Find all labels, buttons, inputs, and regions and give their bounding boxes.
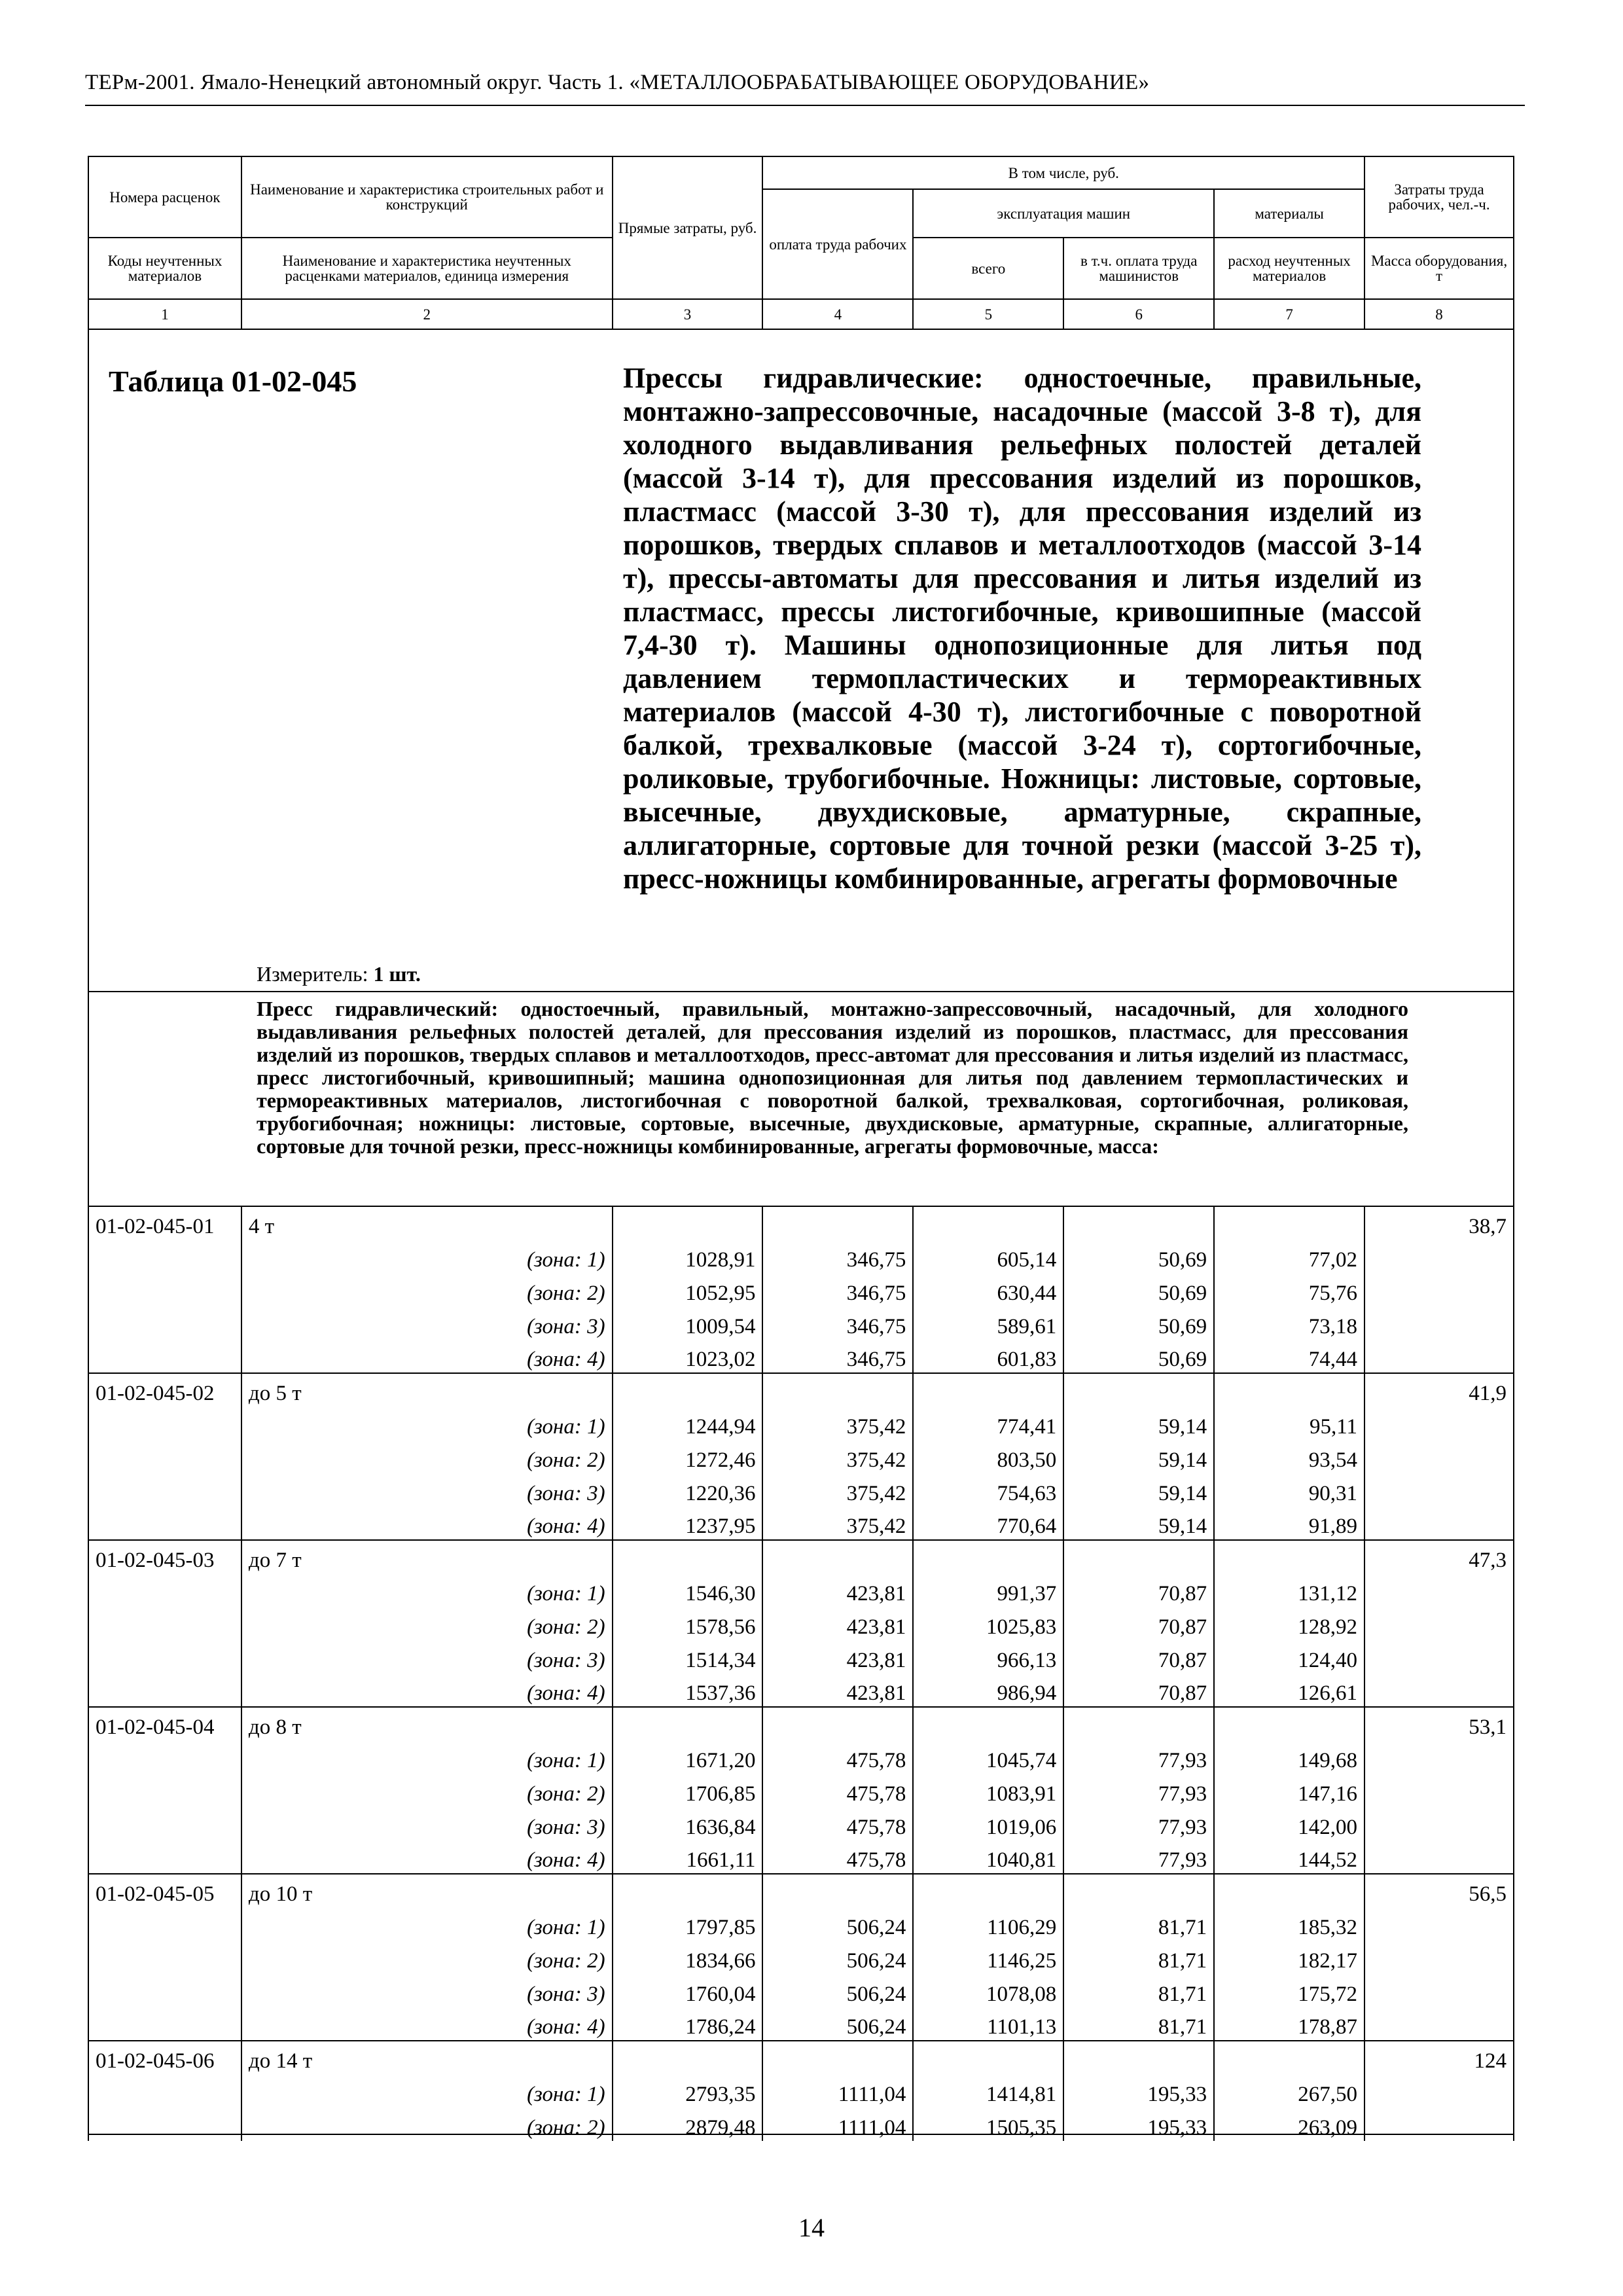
empty-cell: [88, 1674, 241, 1707]
column-number: 4: [762, 299, 913, 329]
machines-total: 1019,06: [913, 1807, 1063, 1840]
running-header: ТЕРм-2001. Ямало-Ненецкий автономный округ. Часть 1. «МЕТАЛЛООБРАБАТЫВАЮЩЕЕ ОБОРУДОВАНИЕ»: [85, 71, 1150, 94]
header-direct-costs: Прямые затраты, руб.: [613, 156, 763, 299]
machines-total: 1106,29: [913, 1907, 1063, 1941]
section-description: Прессы гидравлические: одностоечные, правильные, монтажно-запрессовочные, насадочные (массой 3-8 т), для холодного выдавливания рельефных полостей деталей (массой 3-14 т), для прессования изделий из порошков, пластмасс (массой 3-30 т), для прессования изделий из порошков, твердых сплавов и металлоотходов (массой 3-14 т), прессы-автоматы для прессования и литья изделий из пластмасс, прессы листогибочные, кривошипные (массой 7,4-30 т). Машины однопозиционные для литья под давлением термопластических и термореактивных материалов (массой 4-30 т), листогибочные с поворотной балкой, трехвалковые (массой 3-24 т), сортогибочные, роликовые, трубогибочные. Ножницы: листовые, сортовые, высечные, двухдисковые, арматурные, скрапные, аллигаторные, сортовые для точной резки (массой 3-25 т), пресс-ножницы комбинированные, агрегаты формовочные: [623, 362, 1421, 895]
machines-operators-pay: 195,33: [1063, 2108, 1214, 2141]
empty-cell: [88, 1273, 241, 1306]
empty-cell: [613, 1373, 763, 1407]
rates-table: [88, 1206, 1514, 2141]
empty-cell: [88, 1941, 241, 1974]
measure-value: 1 шт.: [373, 962, 421, 986]
machines-operators-pay: 59,14: [1063, 1473, 1214, 1507]
machines-operators-pay: 77,93: [1063, 1807, 1214, 1840]
machines-total: 601,83: [913, 1340, 1063, 1373]
rate-code: 01-02-045-05: [88, 1874, 241, 1907]
materials-cost: 93,54: [1214, 1440, 1364, 1473]
zone-label: (зона: 3): [241, 1473, 613, 1507]
zone-row: [88, 1273, 1514, 1306]
machines-total: 1040,81: [913, 1840, 1063, 1874]
header-material-codes: Коды неучтенных материалов: [88, 238, 241, 299]
item-name: до 7 т: [241, 1540, 613, 1573]
empty-cell: [1063, 1707, 1214, 1740]
intro-rule: [88, 991, 1514, 992]
direct-costs: 2793,35: [613, 2074, 763, 2108]
labor-pay: 346,75: [762, 1306, 913, 1340]
empty-cell: [762, 1707, 913, 1740]
column-number: 5: [913, 299, 1063, 329]
labor-pay: 475,78: [762, 1840, 913, 1874]
machines-operators-pay: 77,93: [1063, 1740, 1214, 1774]
column-number: 3: [613, 299, 763, 329]
empty-cell: [913, 1540, 1063, 1573]
direct-costs: 1578,56: [613, 1607, 763, 1640]
zone-row: [88, 1340, 1514, 1373]
empty-cell: [913, 1206, 1063, 1240]
column-number: 8: [1364, 299, 1514, 329]
empty-cell: [1214, 1707, 1364, 1740]
zone-row: [88, 1974, 1514, 2007]
zone-row: [88, 1740, 1514, 1774]
empty-cell: [913, 1707, 1063, 1740]
zone-label: (зона: 1): [241, 1407, 613, 1440]
labor-pay: 506,24: [762, 1907, 913, 1941]
machines-operators-pay: 81,71: [1063, 2007, 1214, 2041]
labor-pay: 475,78: [762, 1807, 913, 1840]
machines-operators-pay: 81,71: [1063, 1974, 1214, 2007]
zone-row: [88, 1774, 1514, 1807]
machines-total: 630,44: [913, 1273, 1063, 1306]
column-number: 7: [1214, 299, 1364, 329]
empty-cell: [1364, 1407, 1514, 1440]
header-materials: материалы: [1214, 189, 1364, 238]
labor-costs: 53,1: [1364, 1707, 1514, 1740]
empty-cell: [762, 1540, 913, 1573]
zone-label: (зона: 2): [241, 1774, 613, 1807]
zone-label: (зона: 1): [241, 2074, 613, 2108]
direct-costs: 1786,24: [613, 2007, 763, 2041]
direct-costs: 1537,36: [613, 1674, 763, 1707]
materials-cost: 131,12: [1214, 1573, 1364, 1607]
direct-costs: 1244,94: [613, 1407, 763, 1440]
direct-costs: 1237,95: [613, 1507, 763, 1540]
empty-cell: [88, 1473, 241, 1507]
rates-table-body: [88, 1206, 1514, 2141]
empty-cell: [88, 1774, 241, 1807]
materials-cost: 128,92: [1214, 1607, 1364, 1640]
measure-unit: [257, 962, 421, 986]
direct-costs: 1052,95: [613, 1273, 763, 1306]
machines-total: 1083,91: [913, 1774, 1063, 1807]
labor-pay: 506,24: [762, 1974, 913, 2007]
empty-cell: [613, 2041, 763, 2074]
zone-label: (зона: 2): [241, 1941, 613, 1974]
zone-row: [88, 1306, 1514, 1340]
empty-cell: [1364, 1273, 1514, 1306]
empty-cell: [1063, 1874, 1214, 1907]
zone-label: (зона: 4): [241, 1340, 613, 1373]
zone-row: [88, 1573, 1514, 1607]
zone-row: [88, 1840, 1514, 1874]
empty-cell: [88, 1573, 241, 1607]
rate-code: 01-02-045-04: [88, 1707, 241, 1740]
rate-code: 01-02-045-01: [88, 1206, 241, 1240]
zone-row: [88, 1440, 1514, 1473]
materials-cost: 90,31: [1214, 1473, 1364, 1507]
labor-pay: 346,75: [762, 1340, 913, 1373]
machines-operators-pay: 50,69: [1063, 1306, 1214, 1340]
empty-cell: [613, 1874, 763, 1907]
empty-cell: [88, 1740, 241, 1774]
machines-operators-pay: 81,71: [1063, 1941, 1214, 1974]
rate-code: 01-02-045-02: [88, 1373, 241, 1407]
header-equipment-mass: Масса оборудования, т: [1364, 238, 1514, 299]
header-rule: [85, 105, 1525, 106]
zone-row: [88, 2074, 1514, 2108]
direct-costs: 1671,20: [613, 1740, 763, 1774]
machines-operators-pay: 59,14: [1063, 1440, 1214, 1473]
header-labor-pay: оплата труда рабочих: [762, 189, 913, 299]
machines-total: 1078,08: [913, 1974, 1063, 2007]
machines-total: 605,14: [913, 1240, 1063, 1273]
empty-cell: [1063, 1540, 1214, 1573]
labor-costs: 38,7: [1364, 1206, 1514, 1240]
labor-pay: 1111,04: [762, 2074, 913, 2108]
machines-total: 774,41: [913, 1407, 1063, 1440]
machines-operators-pay: 59,14: [1063, 1407, 1214, 1440]
machines-total: 986,94: [913, 1674, 1063, 1707]
machines-total: 589,61: [913, 1306, 1063, 1340]
machines-operators-pay: 77,93: [1063, 1840, 1214, 1874]
machines-operators-pay: 81,71: [1063, 1907, 1214, 1941]
zone-row: [88, 1907, 1514, 1941]
zone-label: (зона: 4): [241, 2007, 613, 2041]
empty-cell: [1364, 1974, 1514, 2007]
empty-cell: [1364, 2074, 1514, 2108]
labor-pay: 346,75: [762, 1273, 913, 1306]
machines-total: 966,13: [913, 1640, 1063, 1674]
labor-costs: 41,9: [1364, 1373, 1514, 1407]
empty-cell: [1364, 2108, 1514, 2141]
materials-cost: 142,00: [1214, 1807, 1364, 1840]
machines-total: 803,50: [913, 1440, 1063, 1473]
materials-cost: 77,02: [1214, 1240, 1364, 1273]
direct-costs: 1797,85: [613, 1907, 763, 1941]
empty-cell: [1364, 1640, 1514, 1674]
item-name: до 14 т: [241, 2041, 613, 2074]
zone-label: (зона: 3): [241, 1974, 613, 2007]
labor-pay: 375,42: [762, 1507, 913, 1540]
machines-total: 1414,81: [913, 2074, 1063, 2108]
materials-cost: 75,76: [1214, 1273, 1364, 1306]
empty-cell: [1364, 1774, 1514, 1807]
zone-row: [88, 1607, 1514, 1640]
empty-cell: [1364, 1907, 1514, 1941]
zone-label: (зона: 4): [241, 1840, 613, 1874]
empty-cell: [88, 1340, 241, 1373]
labor-pay: 1111,04: [762, 2108, 913, 2141]
table-row: [88, 1707, 1514, 1740]
zone-label: (зона: 3): [241, 1306, 613, 1340]
empty-cell: [613, 1540, 763, 1573]
empty-cell: [1364, 1740, 1514, 1774]
empty-cell: [1214, 1206, 1364, 1240]
materials-cost: 149,68: [1214, 1740, 1364, 1774]
machines-operators-pay: 50,69: [1063, 1340, 1214, 1373]
empty-cell: [1364, 1507, 1514, 1540]
zone-row: [88, 1941, 1514, 1974]
zone-row: [88, 2108, 1514, 2141]
empty-cell: [1364, 1607, 1514, 1640]
direct-costs: 2879,48: [613, 2108, 763, 2141]
labor-costs: 124: [1364, 2041, 1514, 2074]
direct-costs: 1028,91: [613, 1240, 763, 1273]
header-materials-consumption: расход неучтенных материалов: [1214, 238, 1364, 299]
empty-cell: [88, 2074, 241, 2108]
empty-cell: [913, 2041, 1063, 2074]
zone-label: (зона: 4): [241, 1507, 613, 1540]
materials-cost: 182,17: [1214, 1941, 1364, 1974]
empty-cell: [762, 2041, 913, 2074]
labor-pay: 423,81: [762, 1674, 913, 1707]
empty-cell: [88, 1907, 241, 1941]
empty-cell: [88, 1840, 241, 1874]
empty-cell: [1063, 1373, 1214, 1407]
zone-label: (зона: 1): [241, 1740, 613, 1774]
machines-operators-pay: 195,33: [1063, 2074, 1214, 2108]
empty-cell: [88, 1407, 241, 1440]
empty-cell: [88, 1507, 241, 1540]
machines-operators-pay: 70,87: [1063, 1640, 1214, 1674]
column-number: 2: [241, 299, 613, 329]
header-labor-costs: Затраты труда рабочих, чел.-ч.: [1364, 156, 1514, 238]
labor-costs: 56,5: [1364, 1874, 1514, 1907]
empty-cell: [1364, 1674, 1514, 1707]
machines-total: 1101,13: [913, 2007, 1063, 2041]
item-name: до 8 т: [241, 1707, 613, 1740]
empty-cell: [88, 1306, 241, 1340]
direct-costs: 1546,30: [613, 1573, 763, 1607]
item-name: до 5 т: [241, 1373, 613, 1407]
empty-cell: [1364, 1440, 1514, 1473]
labor-pay: 506,24: [762, 2007, 913, 2041]
table-row: [88, 1206, 1514, 1240]
materials-cost: 95,11: [1214, 1407, 1364, 1440]
section-title: Таблица 01-02-045: [109, 365, 357, 398]
header-rate-numbers: Номера расценок: [88, 156, 241, 238]
empty-cell: [1214, 1373, 1364, 1407]
header-including: В том числе, руб.: [762, 156, 1364, 189]
empty-cell: [762, 1874, 913, 1907]
materials-cost: 91,89: [1214, 1507, 1364, 1540]
empty-cell: [88, 1607, 241, 1640]
empty-cell: [1063, 2041, 1214, 2074]
zone-row: [88, 1640, 1514, 1674]
header-machines: эксплуатация машин: [913, 189, 1214, 238]
labor-pay: 375,42: [762, 1407, 913, 1440]
empty-cell: [88, 2007, 241, 2041]
direct-costs: 1009,54: [613, 1306, 763, 1340]
machines-total: 991,37: [913, 1573, 1063, 1607]
zone-row: [88, 1674, 1514, 1707]
materials-cost: 147,16: [1214, 1774, 1364, 1807]
labor-pay: 423,81: [762, 1607, 913, 1640]
zone-row: [88, 1507, 1514, 1540]
table-row: [88, 1373, 1514, 1407]
empty-cell: [1364, 2007, 1514, 2041]
labor-pay: 346,75: [762, 1240, 913, 1273]
zone-label: (зона: 2): [241, 1440, 613, 1473]
materials-cost: 73,18: [1214, 1306, 1364, 1340]
rate-code: 01-02-045-06: [88, 2041, 241, 2074]
empty-cell: [1364, 1340, 1514, 1373]
labor-pay: 423,81: [762, 1573, 913, 1607]
zone-label: (зона: 1): [241, 1573, 613, 1607]
table-header: [88, 156, 1514, 330]
labor-pay: 475,78: [762, 1774, 913, 1807]
zone-row: [88, 1407, 1514, 1440]
measure-label: Измеритель:: [257, 962, 368, 986]
header-work-name: Наименование и характеристика строительных работ и конструкций: [241, 156, 613, 238]
materials-cost: 124,40: [1214, 1640, 1364, 1674]
machines-operators-pay: 70,87: [1063, 1573, 1214, 1607]
labor-pay: 375,42: [762, 1473, 913, 1507]
zone-label: (зона: 2): [241, 1607, 613, 1640]
direct-costs: 1272,46: [613, 1440, 763, 1473]
zone-row: [88, 1807, 1514, 1840]
item-name: 4 т: [241, 1206, 613, 1240]
empty-cell: [88, 1640, 241, 1674]
zone-label: (зона: 3): [241, 1640, 613, 1674]
empty-cell: [613, 1206, 763, 1240]
machines-total: 1146,25: [913, 1941, 1063, 1974]
item-group-intro: Пресс гидравлический: одностоечный, правильный, монтажно-запрессовочный, насадочный, для холодного выдавливания рельефных полостей деталей, для прессования изделий из порошков, пластмасс, для прессования изделий из порошков, твердых сплавов и металлоотходов, пресс-автомат для прессования и литья изделий из пластмасс, пресс листогибочный, кривошипный; машина однопозиционная для литья под давлением термопластических и термореактивных материалов, листогибочная с поворотной балкой, трехвалковая, сортогибочная, роликовая, трубогибочная; ножницы: листовые, сортовые, высечные, двухдисковые, арматурные, скрапные, аллигаторные, сортовые для точной резки, пресс-ножницы комбинированные, агрегаты формовочные, масса:: [257, 997, 1408, 1158]
page-number: 14: [798, 2213, 825, 2242]
labor-pay: 506,24: [762, 1941, 913, 1974]
direct-costs: 1636,84: [613, 1807, 763, 1840]
empty-cell: [1214, 2041, 1364, 2074]
empty-cell: [88, 1807, 241, 1840]
empty-cell: [88, 1240, 241, 1273]
machines-total: 1505,35: [913, 2108, 1063, 2141]
zone-label: (зона: 2): [241, 2108, 613, 2141]
machines-total: 754,63: [913, 1473, 1063, 1507]
empty-cell: [88, 1974, 241, 2007]
empty-cell: [1214, 1874, 1364, 1907]
direct-costs: 1706,85: [613, 1774, 763, 1807]
zone-label: (зона: 2): [241, 1273, 613, 1306]
machines-operators-pay: 50,69: [1063, 1240, 1214, 1273]
item-name: до 10 т: [241, 1874, 613, 1907]
empty-cell: [1364, 1840, 1514, 1874]
materials-cost: 126,61: [1214, 1674, 1364, 1707]
direct-costs: 1661,11: [613, 1840, 763, 1874]
zone-label: (зона: 1): [241, 1240, 613, 1273]
machines-total: 1045,74: [913, 1740, 1063, 1774]
materials-cost: 144,52: [1214, 1840, 1364, 1874]
empty-cell: [613, 1707, 763, 1740]
column-number: 6: [1063, 299, 1214, 329]
column-number: 1: [88, 299, 241, 329]
machines-operators-pay: 70,87: [1063, 1607, 1214, 1640]
labor-pay: 475,78: [762, 1740, 913, 1774]
labor-pay: 423,81: [762, 1640, 913, 1674]
rate-code: 01-02-045-03: [88, 1540, 241, 1573]
materials-cost: 74,44: [1214, 1340, 1364, 1373]
materials-cost: 175,72: [1214, 1974, 1364, 2007]
empty-cell: [1364, 1240, 1514, 1273]
empty-cell: [762, 1206, 913, 1240]
empty-cell: [88, 1440, 241, 1473]
header-machines-operators: в т.ч. оплата труда машинистов: [1063, 238, 1214, 299]
header-material-names: Наименование и характеристика неучтенных расценками материалов, единица измерения: [241, 238, 613, 299]
machines-total: 770,64: [913, 1507, 1063, 1540]
machines-total: 1025,83: [913, 1607, 1063, 1640]
zone-row: [88, 1473, 1514, 1507]
empty-cell: [88, 2108, 241, 2141]
table-row: [88, 1540, 1514, 1573]
empty-cell: [1364, 1941, 1514, 1974]
materials-cost: 178,87: [1214, 2007, 1364, 2041]
table-row: [88, 2041, 1514, 2074]
labor-costs: 47,3: [1364, 1540, 1514, 1573]
machines-operators-pay: 77,93: [1063, 1774, 1214, 1807]
empty-cell: [1364, 1306, 1514, 1340]
machines-operators-pay: 70,87: [1063, 1674, 1214, 1707]
empty-cell: [1364, 1473, 1514, 1507]
machines-operators-pay: 59,14: [1063, 1507, 1214, 1540]
materials-cost: 185,32: [1214, 1907, 1364, 1941]
materials-cost: 267,50: [1214, 2074, 1364, 2108]
direct-costs: 1834,66: [613, 1941, 763, 1974]
empty-cell: [762, 1373, 913, 1407]
materials-cost: 263,09: [1214, 2108, 1364, 2141]
empty-cell: [1063, 1206, 1214, 1240]
direct-costs: 1760,04: [613, 1974, 763, 2007]
zone-row: [88, 1240, 1514, 1273]
header-machines-total: всего: [913, 238, 1063, 299]
labor-pay: 375,42: [762, 1440, 913, 1473]
zone-label: (зона: 3): [241, 1807, 613, 1840]
empty-cell: [913, 1373, 1063, 1407]
direct-costs: 1220,36: [613, 1473, 763, 1507]
table-row: [88, 1874, 1514, 1907]
zone-label: (зона: 4): [241, 1674, 613, 1707]
zone-row: [88, 2007, 1514, 2041]
empty-cell: [1364, 1807, 1514, 1840]
direct-costs: 1023,02: [613, 1340, 763, 1373]
empty-cell: [1364, 1573, 1514, 1607]
empty-cell: [1214, 1540, 1364, 1573]
zone-label: (зона: 1): [241, 1907, 613, 1941]
direct-costs: 1514,34: [613, 1640, 763, 1674]
machines-operators-pay: 50,69: [1063, 1273, 1214, 1306]
empty-cell: [913, 1874, 1063, 1907]
